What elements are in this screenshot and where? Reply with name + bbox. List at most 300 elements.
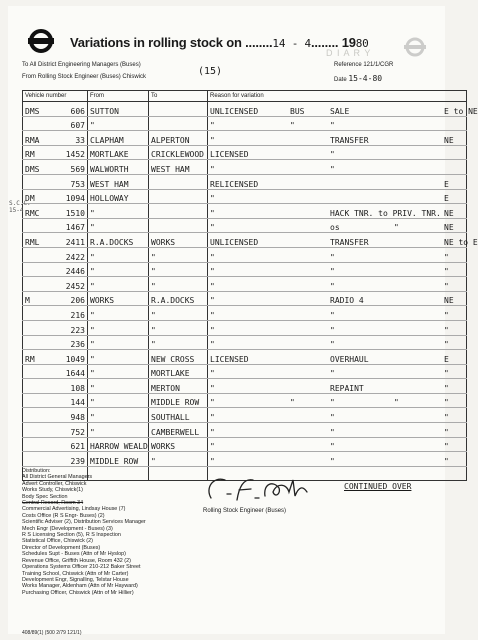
reason-part-2 xyxy=(290,340,330,349)
reason-part-4 xyxy=(394,267,444,276)
reason-part-1: " xyxy=(210,383,215,393)
cell-reason xyxy=(208,160,467,175)
handwritten-signature xyxy=(203,472,313,506)
reference-label: Reference 121/1/CGR xyxy=(334,62,394,68)
reason-destination: " xyxy=(444,442,449,452)
reason-part-1: " xyxy=(210,369,215,379)
cell-vehicle xyxy=(23,116,88,131)
reason-destination: NE xyxy=(444,296,454,306)
table-row xyxy=(23,437,467,452)
cell-from: " xyxy=(88,320,149,335)
reason-part-3: " xyxy=(330,427,335,437)
reason-destination: NE xyxy=(444,223,454,233)
cell-from: " xyxy=(88,393,149,408)
vehicle-class: RM xyxy=(25,354,35,364)
reason-part-2 xyxy=(290,238,330,247)
vehicle-class xyxy=(25,340,47,349)
vehicle-fleet-number: 1510 xyxy=(65,208,85,218)
reason-part-4 xyxy=(394,180,444,189)
cell-from: " xyxy=(88,116,149,131)
table-row xyxy=(23,452,467,467)
reason-part-2 xyxy=(290,253,330,262)
reason-part-2 xyxy=(290,296,330,305)
vehicle-class xyxy=(25,267,47,276)
cell-to: R.A.DOCKS xyxy=(149,291,208,306)
cell-from: WALWORTH xyxy=(88,160,149,175)
reason-part-3: " xyxy=(330,456,335,466)
reason-destination: E xyxy=(444,354,449,364)
reason-part-4 xyxy=(394,384,444,393)
reason-part-2 xyxy=(290,442,330,451)
cell-vehicle xyxy=(23,379,88,394)
cell-from: " xyxy=(88,204,149,219)
reason-part-4 xyxy=(394,413,444,422)
cell-from: HARROW WEALD xyxy=(88,437,149,452)
reason-part-2 xyxy=(290,136,330,145)
cell-to xyxy=(149,218,208,233)
vehicle-class xyxy=(25,121,47,130)
vehicle-fleet-number: 2422 xyxy=(65,252,85,262)
cell-to: ALPERTON xyxy=(149,131,208,146)
cell-vehicle xyxy=(23,233,88,248)
reason-destination: E xyxy=(444,194,449,204)
cell-reason xyxy=(208,233,478,248)
vehicle-class xyxy=(25,428,47,437)
reason-part-4 xyxy=(394,340,444,349)
cell-to: SOUTHALL xyxy=(149,408,208,423)
signature-label: Rolling Stock Engineer (Buses) xyxy=(203,508,287,514)
reason-part-3: " xyxy=(330,310,335,320)
reason-part-2: " xyxy=(290,398,295,408)
margin-note: S.C.C. 15-4 xyxy=(9,200,31,214)
reason-destination: NE xyxy=(444,208,454,218)
vehicle-class xyxy=(25,223,47,232)
reason-part-3 xyxy=(330,180,394,189)
form-title: Variations in rolling stock on ........14 - 4........ 1980 xyxy=(70,35,369,50)
vehicle-class: RMA xyxy=(25,135,40,145)
table-row xyxy=(23,102,467,117)
table-row xyxy=(23,364,467,379)
distribution-line: Director of Development (Buses) xyxy=(22,544,101,551)
cell-reason xyxy=(208,204,467,219)
cell-to xyxy=(149,204,208,219)
table-row xyxy=(23,350,467,365)
reason-part-3: " xyxy=(330,413,335,423)
cell-vehicle xyxy=(23,452,88,467)
table-row xyxy=(23,277,467,292)
table-row xyxy=(23,218,467,233)
vehicle-fleet-number: 753 xyxy=(70,179,85,189)
reason-part-1: LICENSED xyxy=(210,150,249,160)
cell-to xyxy=(149,102,208,117)
reason-part-1: " xyxy=(210,296,215,306)
cell-reason xyxy=(208,306,467,321)
vehicle-class xyxy=(25,253,47,262)
reason-part-4 xyxy=(394,253,444,262)
table-row xyxy=(23,320,467,335)
variations-table xyxy=(22,90,478,481)
vehicle-class xyxy=(25,311,47,320)
vehicle-class: M xyxy=(25,296,30,306)
reason-part-2 xyxy=(290,223,330,232)
vehicle-class: DMS xyxy=(25,106,40,116)
reason-part-4 xyxy=(394,121,444,130)
cell-vehicle xyxy=(23,131,88,146)
table-row xyxy=(23,131,467,146)
reason-part-1: " xyxy=(210,194,215,204)
header-from: From xyxy=(88,91,149,102)
reason-part-3: TRANSFER xyxy=(330,135,369,145)
reason-part-2 xyxy=(290,267,330,276)
vehicle-class xyxy=(25,398,47,407)
reason-part-4 xyxy=(394,136,444,145)
reason-part-1: RELICENSED xyxy=(210,179,259,189)
cell-reason xyxy=(208,247,467,262)
reason-part-2 xyxy=(290,180,330,189)
cell-from: " xyxy=(88,218,149,233)
cell-reason xyxy=(208,174,467,189)
cell-reason xyxy=(208,262,467,277)
reason-part-2 xyxy=(290,150,330,159)
reason-part-2 xyxy=(290,384,330,393)
vehicle-class xyxy=(25,369,47,378)
cell-vehicle xyxy=(23,350,88,365)
handwritten-sheet-number: (15) xyxy=(198,66,223,77)
cell-vehicle xyxy=(23,320,88,335)
reason-part-4 xyxy=(394,296,444,305)
vehicle-fleet-number: 1467 xyxy=(65,223,85,233)
cell-vehicle xyxy=(23,102,88,117)
cell-vehicle xyxy=(23,262,88,277)
reason-part-4 xyxy=(394,311,444,320)
cell-from: " xyxy=(88,350,149,365)
reason-part-1: " xyxy=(210,164,215,174)
reason-part-1: " xyxy=(210,325,215,335)
cell-to: WORKS xyxy=(149,233,208,248)
form-footer-code: 408/89(1) (500 2/79 121/1) xyxy=(22,630,82,636)
reason-part-4 xyxy=(394,238,444,247)
cell-reason xyxy=(208,437,467,452)
reason-part-4 xyxy=(394,355,444,364)
vehicle-fleet-number: 569 xyxy=(70,164,85,174)
vehicle-fleet-number: 1452 xyxy=(65,150,85,160)
reason-part-3: " xyxy=(330,369,335,379)
reason-destination: " xyxy=(444,340,449,350)
vehicle-fleet-number: 144 xyxy=(70,398,85,408)
vehicle-class xyxy=(25,326,47,335)
reason-part-3: " xyxy=(330,398,335,408)
cell-reason xyxy=(208,320,467,335)
distribution-line: Works Manager, Aldenham (Attn of Mr Hayward) xyxy=(22,583,138,590)
vehicle-class: DMS xyxy=(25,164,40,174)
distribution-list xyxy=(22,468,146,596)
table-row xyxy=(23,204,467,219)
table-row xyxy=(23,189,467,204)
cell-from: MORTLAKE xyxy=(88,145,149,160)
reason-part-1: " xyxy=(210,442,215,452)
cell-to: " xyxy=(149,262,208,277)
reason-part-4 xyxy=(394,165,444,174)
reason-part-3: SALE xyxy=(330,106,350,116)
reason-destination: " xyxy=(444,413,449,423)
cell-to xyxy=(149,189,208,204)
reason-part-4 xyxy=(394,369,444,378)
cell-from: CLAPHAM xyxy=(88,131,149,146)
vehicle-fleet-number: 216 xyxy=(70,310,85,320)
date-value: 15-4-80 xyxy=(348,74,383,83)
vehicle-class: RML xyxy=(25,237,40,247)
cell-to: MORTLAKE xyxy=(149,364,208,379)
reason-part-4 xyxy=(394,428,444,437)
reason-part-4: " xyxy=(394,398,399,408)
distribution-line: Commercial Advertising, Lindsay House (7) xyxy=(22,506,126,513)
reason-part-3: " xyxy=(330,164,335,174)
cell-to: WORKS xyxy=(149,437,208,452)
cell-from: SUTTON xyxy=(88,102,149,117)
reason-part-3: TRANSFER xyxy=(330,237,369,247)
reason-part-1: " xyxy=(210,427,215,437)
cell-to: CRICKLEWOOD xyxy=(149,145,208,160)
vehicle-class xyxy=(25,180,47,189)
distribution-heading: Distribution: xyxy=(22,468,51,474)
cell-reason xyxy=(208,408,467,423)
reason-part-2: " xyxy=(290,121,295,131)
vehicle-fleet-number: 33 xyxy=(75,135,85,145)
cell-reason xyxy=(208,145,467,160)
cell-reason xyxy=(208,452,467,467)
cell-to: " xyxy=(149,277,208,292)
table-row xyxy=(23,145,467,160)
reason-part-1: " xyxy=(210,208,215,218)
faint-roundel-icon xyxy=(404,36,426,58)
distribution-line: Operations Systems Officer 210-212 Baker Street xyxy=(22,564,141,571)
cell-to: MERTON xyxy=(149,379,208,394)
cell-from: " xyxy=(88,247,149,262)
from-line: From Rolling Stock Engineer (Buses) Chiswick xyxy=(22,74,147,80)
reason-destination: " xyxy=(444,310,449,320)
table-row xyxy=(23,291,467,306)
distribution-line: Costs Office (R S Engr- Buses) (2) xyxy=(22,512,105,519)
reason-destination: NE xyxy=(444,135,454,145)
vehicle-class: DM xyxy=(25,194,35,204)
reason-destination: E to NE xyxy=(444,106,478,116)
cell-vehicle xyxy=(23,160,88,175)
reason-part-3: " xyxy=(330,267,335,277)
reason-part-4 xyxy=(394,442,444,451)
cell-from: R.A.DOCKS xyxy=(88,233,149,248)
cell-reason xyxy=(208,116,467,131)
cell-reason xyxy=(208,189,467,204)
reason-part-3: " xyxy=(330,281,335,291)
vehicle-class xyxy=(25,457,47,466)
reason-part-4 xyxy=(394,326,444,335)
cell-reason xyxy=(208,131,467,146)
cell-reason xyxy=(208,102,478,117)
cell-from: " xyxy=(88,277,149,292)
cell-to: " xyxy=(149,306,208,321)
table-row xyxy=(23,233,467,248)
cell-from: MIDDLE ROW xyxy=(88,452,149,467)
handwritten-year: 80 xyxy=(355,37,369,50)
distribution-line: Development Engr, Signalling, Telstar House xyxy=(22,576,129,583)
roundel-logo-icon xyxy=(28,28,54,54)
distribution-line: Revenue Office, Griffith House, Room 432 (2) xyxy=(22,557,131,564)
reason-part-1: " xyxy=(210,135,215,145)
reason-destination: " xyxy=(444,383,449,393)
cell-vehicle xyxy=(23,277,88,292)
reason-part-1: " xyxy=(210,310,215,320)
cell-vehicle xyxy=(23,174,88,189)
vehicle-fleet-number: 607 xyxy=(70,121,85,131)
reason-destination: " xyxy=(444,427,449,437)
cell-to: " xyxy=(149,335,208,350)
reason-part-2 xyxy=(290,326,330,335)
vehicle-class xyxy=(25,442,47,451)
vehicle-fleet-number: 1094 xyxy=(65,194,85,204)
reason-part-2 xyxy=(290,428,330,437)
reason-part-2 xyxy=(290,369,330,378)
reason-part-2 xyxy=(290,355,330,364)
reason-part-1: UNLICENSED xyxy=(210,237,259,247)
reason-part-3: " xyxy=(330,340,335,350)
cell-reason xyxy=(208,218,467,233)
table-row xyxy=(23,379,467,394)
reason-part-2 xyxy=(290,165,330,174)
cell-vehicle xyxy=(23,204,88,219)
reason-part-2 xyxy=(290,413,330,422)
reason-part-1: LICENSED xyxy=(210,354,249,364)
cell-vehicle xyxy=(23,437,88,452)
cell-from: WORKS xyxy=(88,291,149,306)
reason-destination: " xyxy=(444,325,449,335)
vehicle-fleet-number: 752 xyxy=(70,427,85,437)
table-row xyxy=(23,306,467,321)
vehicle-fleet-number: 1049 xyxy=(65,354,85,364)
table-row xyxy=(23,408,467,423)
to-line: To All District Engineering Managers (Buses) xyxy=(22,62,141,68)
reason-part-1: " xyxy=(210,223,215,233)
cell-vehicle xyxy=(23,247,88,262)
vehicle-fleet-number: 948 xyxy=(70,413,85,423)
table-row xyxy=(23,174,467,189)
date-field: Date 15-4-80 xyxy=(334,74,383,83)
reason-part-1: " xyxy=(210,281,215,291)
cell-to xyxy=(149,174,208,189)
cell-vehicle xyxy=(23,306,88,321)
reason-part-3: os xyxy=(330,223,340,233)
header-reason: Reason for variation xyxy=(208,91,467,102)
faint-watermark-text: D I A R Y xyxy=(326,48,372,58)
vehicle-fleet-number: 223 xyxy=(70,325,85,335)
cell-from: " xyxy=(88,364,149,379)
vehicle-fleet-number: 621 xyxy=(70,442,85,452)
distribution-line: Statistical Office, Chiswick (2) xyxy=(22,538,93,545)
reason-part-1: " xyxy=(210,456,215,466)
cell-to: " xyxy=(149,247,208,262)
cell-from: HOLLOWAY xyxy=(88,189,149,204)
vehicle-fleet-number: 108 xyxy=(70,383,85,393)
cell-to: NEW CROSS xyxy=(149,350,208,365)
table-row xyxy=(23,160,467,175)
reason-part-4 xyxy=(394,282,444,291)
cell-to: " xyxy=(149,452,208,467)
cell-to: CAMBERWELL xyxy=(149,423,208,438)
vehicle-fleet-number: 606 xyxy=(70,106,85,116)
reason-destination: NE to E xyxy=(444,237,478,247)
cell-reason xyxy=(208,291,467,306)
vehicle-fleet-number: 1644 xyxy=(65,369,85,379)
reason-part-2 xyxy=(290,282,330,291)
vehicle-fleet-number: 2446 xyxy=(65,267,85,277)
header-vehicle-number: Vehicle number xyxy=(23,91,88,102)
distribution-line: R S Licensing Section (5), R S Inspection xyxy=(22,532,121,539)
distribution-line: Purchasing Officer, Chiswick (Attn of Mr Hillier) xyxy=(22,589,134,596)
cell-to xyxy=(149,116,208,131)
cell-vehicle xyxy=(23,189,88,204)
cell-reason xyxy=(208,393,467,408)
vehicle-class: RM xyxy=(25,150,35,160)
reason-destination: " xyxy=(444,267,449,277)
reason-destination: " xyxy=(444,456,449,466)
reason-destination: " xyxy=(444,369,449,379)
distribution-line: Scientific Adviser (2), Distribution Services Manager xyxy=(22,519,146,526)
reason-part-1: " xyxy=(210,340,215,350)
header-to: To xyxy=(149,91,208,102)
cell-reason xyxy=(208,350,467,365)
vehicle-fleet-number: 2452 xyxy=(65,281,85,291)
cell-to: WEST HAM xyxy=(149,160,208,175)
cell-reason xyxy=(208,364,467,379)
distribution-line: Central Record, Room 34 xyxy=(22,500,84,507)
reason-part-1: " xyxy=(210,252,215,262)
reason-part-3: " xyxy=(330,252,335,262)
cell-reason xyxy=(208,423,467,438)
distribution-line: Works Study, Chiswick(1) xyxy=(22,487,83,494)
cell-from: " xyxy=(88,306,149,321)
cell-reason xyxy=(208,277,467,292)
reason-destination xyxy=(444,150,464,159)
cell-vehicle xyxy=(23,218,88,233)
distribution-line: Advert Controller, Chiswick xyxy=(22,480,87,487)
vehicle-fleet-number: 206 xyxy=(70,296,85,306)
reason-part-4 xyxy=(394,107,444,116)
vehicle-fleet-number: 2411 xyxy=(65,237,85,247)
reason-part-3: OVERHAUL xyxy=(330,354,369,364)
reason-part-4: " xyxy=(394,223,399,233)
reason-destination: E xyxy=(444,179,449,189)
reason-part-4 xyxy=(394,194,444,203)
cell-vehicle xyxy=(23,145,88,160)
document-page xyxy=(8,6,478,636)
reason-part-3: " xyxy=(330,325,335,335)
vehicle-class xyxy=(25,384,47,393)
table-row xyxy=(23,116,467,131)
cell-vehicle xyxy=(23,291,88,306)
reason-part-3 xyxy=(330,194,394,203)
reason-part-2: BUS xyxy=(290,106,305,116)
reason-part-1: " xyxy=(210,413,215,423)
reason-part-1: " xyxy=(210,398,215,408)
cell-reason xyxy=(208,379,467,394)
reason-part-4 xyxy=(394,457,444,466)
table-row xyxy=(23,247,467,262)
reason-destination xyxy=(444,165,464,174)
distribution-line: Schedules Supt - Buses (Attn of Mr Hyslop) xyxy=(22,551,126,558)
reason-part-4 xyxy=(394,209,444,218)
cell-vehicle xyxy=(23,364,88,379)
table-row xyxy=(23,262,467,277)
cell-from: " xyxy=(88,379,149,394)
